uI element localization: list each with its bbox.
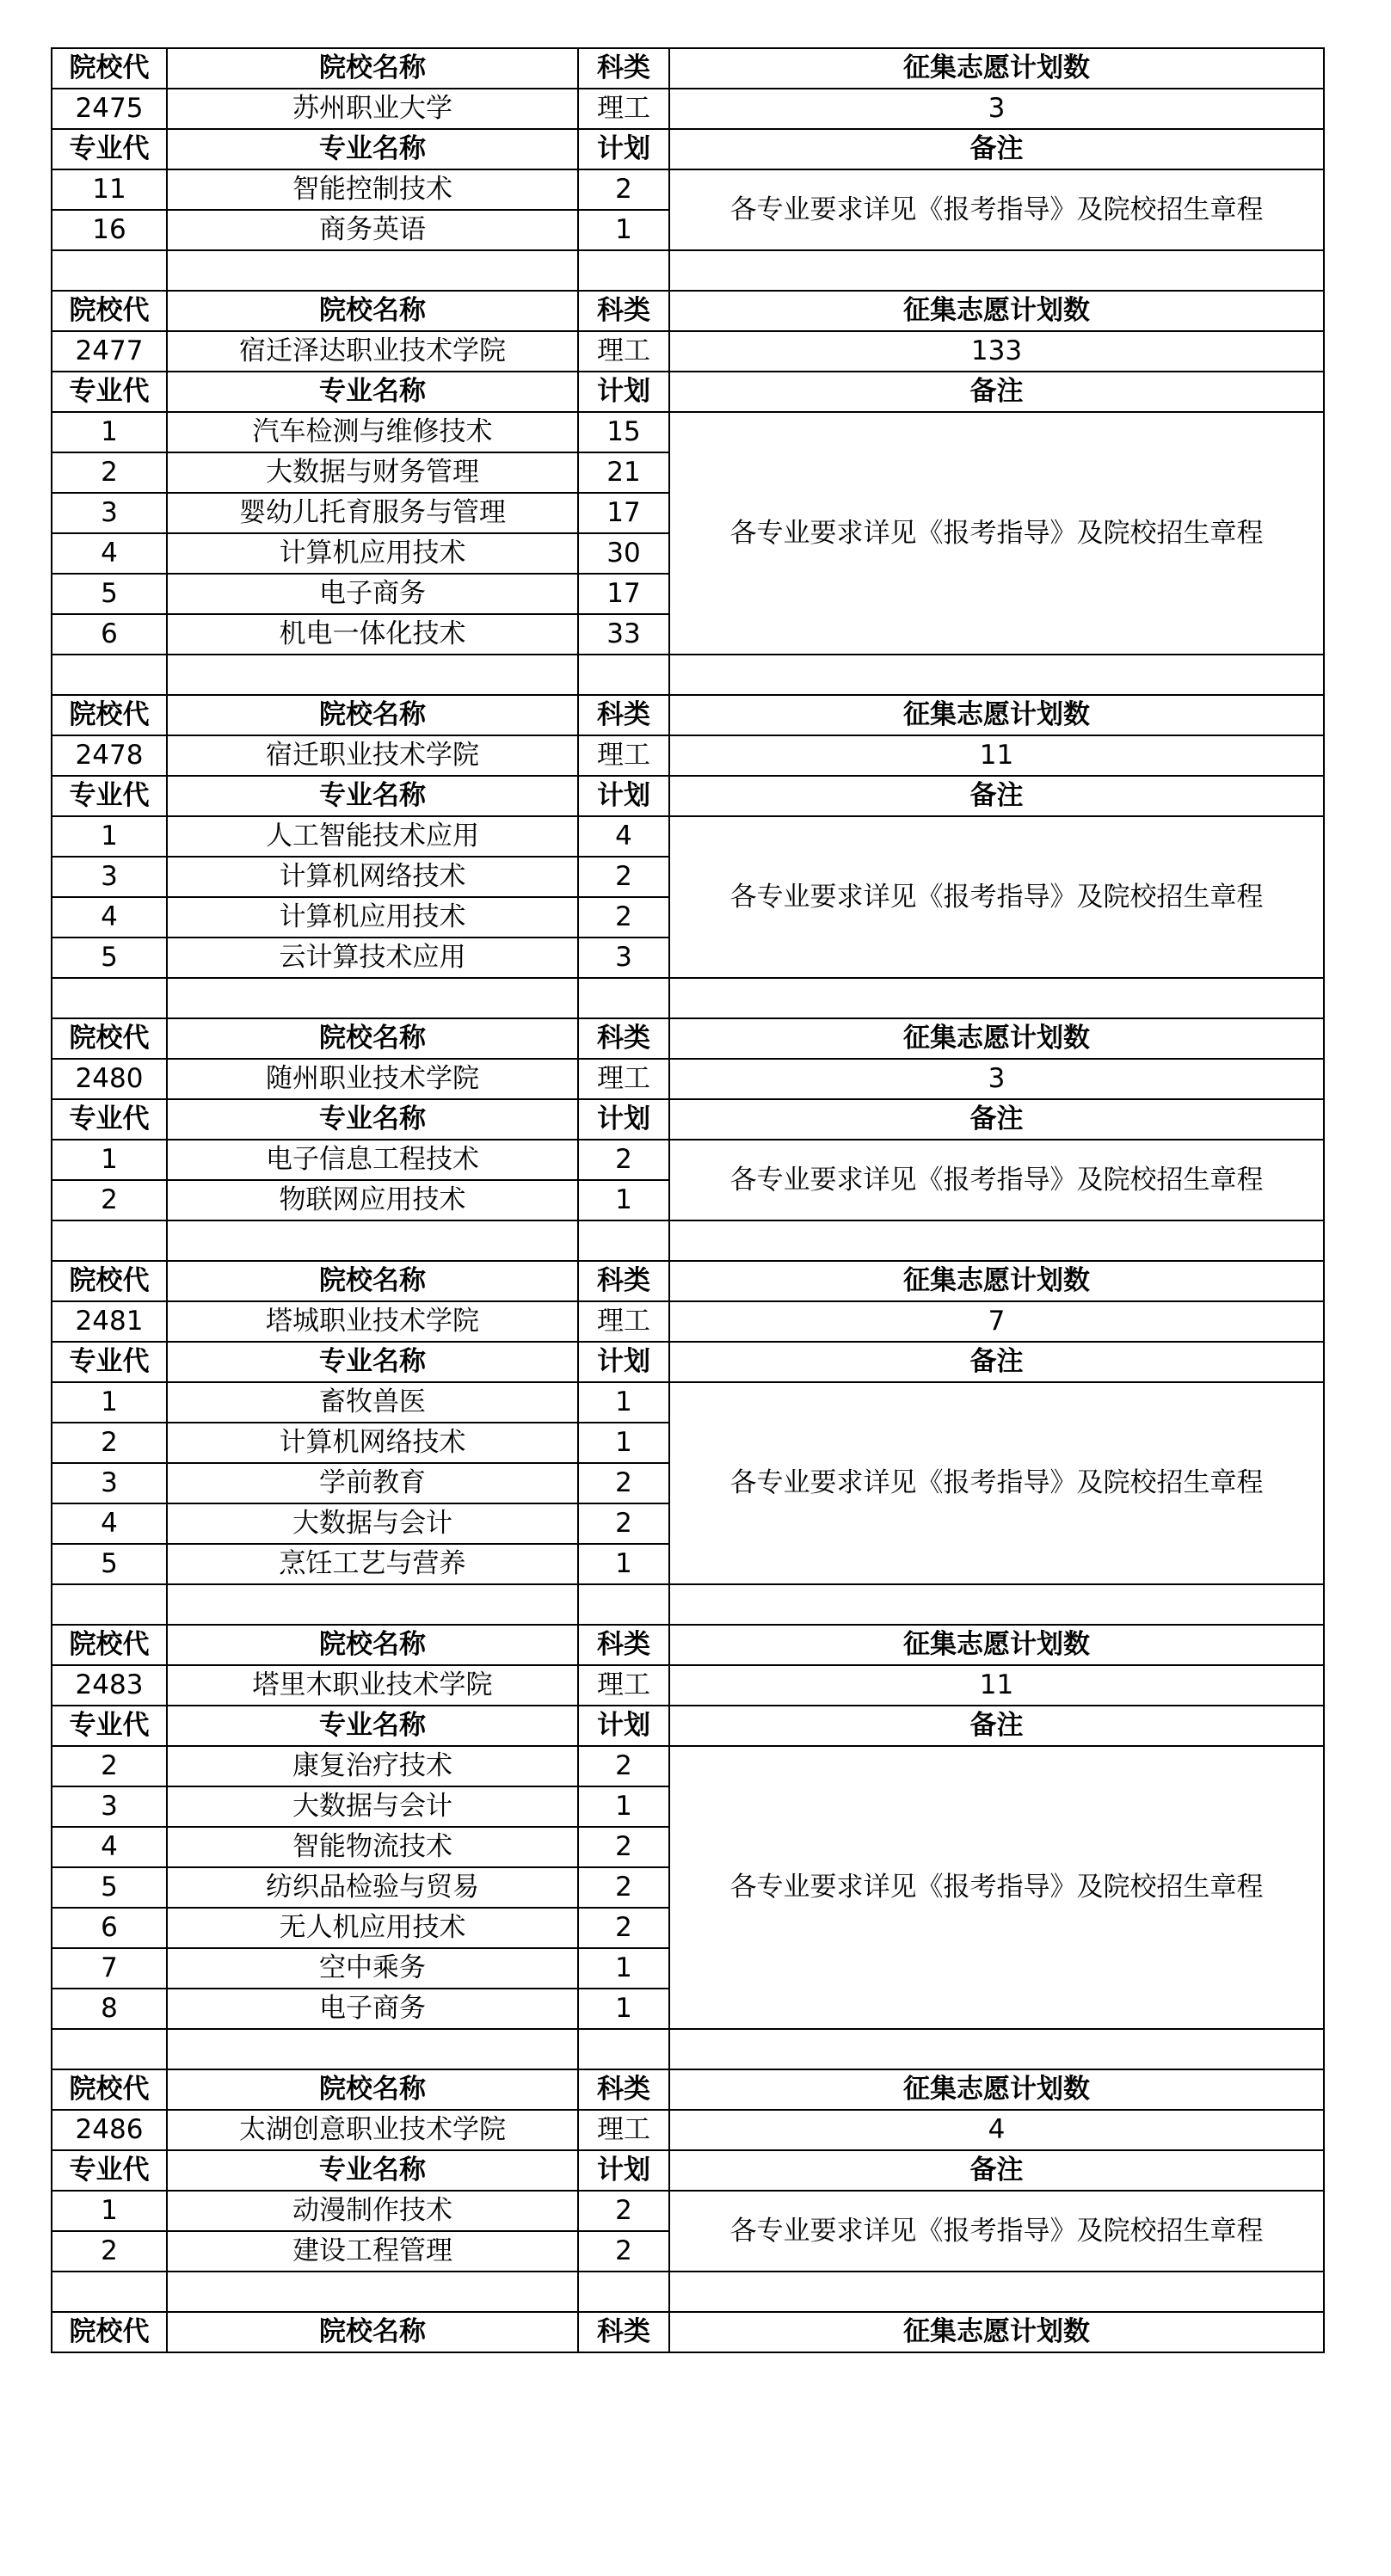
major-plan: 2 xyxy=(578,1140,669,1180)
major-plan: 33 xyxy=(578,614,669,655)
school-code: 2483 xyxy=(52,1665,167,1706)
school-name: 宿迁职业技术学院 xyxy=(167,735,578,776)
major-plan: 2 xyxy=(578,1746,669,1786)
school-plan-total: 7 xyxy=(669,1301,1324,1342)
major-name: 计算机网络技术 xyxy=(167,857,578,897)
school-category: 理工 xyxy=(578,735,669,776)
major-name: 大数据与会计 xyxy=(167,1503,578,1544)
school-code-header: 院校代 xyxy=(52,1625,167,1665)
remark-cell: 各专业要求详见《报考指导》及院校招生章程 xyxy=(669,169,1324,250)
major-code: 1 xyxy=(52,2191,167,2231)
school-code-header: 院校代 xyxy=(52,2069,167,2110)
remark-header: 备注 xyxy=(669,1099,1324,1140)
remark-header: 备注 xyxy=(669,1706,1324,1746)
major-plan: 2 xyxy=(578,1908,669,1948)
major-plan: 21 xyxy=(578,452,669,493)
major-plan: 2 xyxy=(578,2191,669,2231)
major-code-header: 专业代 xyxy=(52,1706,167,1746)
plan-header: 计划 xyxy=(578,1342,669,1382)
major-code: 1 xyxy=(52,1140,167,1180)
school-row xyxy=(52,89,1324,129)
major-name: 畜牧兽医 xyxy=(167,1382,578,1423)
major-plan: 3 xyxy=(578,938,669,978)
empty-cell xyxy=(52,1220,167,1261)
school-category: 理工 xyxy=(578,1301,669,1342)
major-code: 1 xyxy=(52,412,167,452)
school-name: 塔里木职业技术学院 xyxy=(167,1665,578,1706)
major-plan: 1 xyxy=(578,1180,669,1220)
major-code-header: 专业代 xyxy=(52,1342,167,1382)
empty-cell xyxy=(669,655,1324,695)
major-name: 物联网应用技术 xyxy=(167,1180,578,1220)
plan-total-header: 征集志愿计划数 xyxy=(669,2312,1324,2352)
major-code: 4 xyxy=(52,897,167,938)
major-plan: 2 xyxy=(578,1463,669,1503)
school-code-header: 院校代 xyxy=(52,48,167,89)
major-name: 智能控制技术 xyxy=(167,169,578,210)
major-name: 大数据与会计 xyxy=(167,1786,578,1827)
remark-header: 备注 xyxy=(669,2150,1324,2191)
empty-cell xyxy=(167,655,578,695)
plan-total-header: 征集志愿计划数 xyxy=(669,291,1324,331)
school-code-header: 院校代 xyxy=(52,291,167,331)
major-row xyxy=(52,2191,1324,2231)
major-plan: 2 xyxy=(578,1827,669,1867)
major-plan: 1 xyxy=(578,210,669,250)
category-header: 科类 xyxy=(578,1261,669,1301)
major-code: 6 xyxy=(52,614,167,655)
major-row xyxy=(52,1746,1324,1786)
major-name: 人工智能技术应用 xyxy=(167,816,578,857)
major-code: 5 xyxy=(52,1867,167,1908)
school-plan-total: 11 xyxy=(669,735,1324,776)
major-name-header: 专业名称 xyxy=(167,2150,578,2191)
major-name: 汽车检测与维修技术 xyxy=(167,412,578,452)
empty-cell xyxy=(167,2272,578,2312)
major-header-row xyxy=(52,1706,1324,1746)
major-plan: 2 xyxy=(578,2231,669,2272)
school-row xyxy=(52,1665,1324,1706)
empty-cell xyxy=(167,1584,578,1625)
major-header-row xyxy=(52,372,1324,412)
school-category: 理工 xyxy=(578,331,669,372)
school-name-header: 院校名称 xyxy=(167,1261,578,1301)
school-code-header: 院校代 xyxy=(52,1261,167,1301)
category-header: 科类 xyxy=(578,2312,669,2352)
remark-header: 备注 xyxy=(669,372,1324,412)
remark-header: 备注 xyxy=(669,1342,1324,1382)
major-name: 学前教育 xyxy=(167,1463,578,1503)
category-header: 科类 xyxy=(578,48,669,89)
school-plan-total: 11 xyxy=(669,1665,1324,1706)
major-name: 烹饪工艺与营养 xyxy=(167,1544,578,1584)
major-code: 5 xyxy=(52,938,167,978)
empty-cell xyxy=(52,655,167,695)
school-code: 2481 xyxy=(52,1301,167,1342)
school-plan-total: 3 xyxy=(669,1059,1324,1099)
major-code: 5 xyxy=(52,574,167,614)
empty-cell xyxy=(669,1584,1324,1625)
school-header-row xyxy=(52,48,1324,89)
category-header: 科类 xyxy=(578,291,669,331)
major-plan: 1 xyxy=(578,1786,669,1827)
school-category: 理工 xyxy=(578,89,669,129)
major-code-header: 专业代 xyxy=(52,776,167,816)
school-header-row xyxy=(52,2312,1324,2352)
major-name: 建设工程管理 xyxy=(167,2231,578,2272)
major-code: 7 xyxy=(52,1948,167,1989)
school-header-row xyxy=(52,1018,1324,1059)
school-name-header: 院校名称 xyxy=(167,695,578,735)
empty-cell xyxy=(167,250,578,291)
major-code: 4 xyxy=(52,1503,167,1544)
major-row xyxy=(52,816,1324,857)
major-name: 电子信息工程技术 xyxy=(167,1140,578,1180)
major-row xyxy=(52,1382,1324,1423)
school-code: 2486 xyxy=(52,2110,167,2150)
major-header-row xyxy=(52,1099,1324,1140)
empty-cell xyxy=(669,2272,1324,2312)
major-plan: 15 xyxy=(578,412,669,452)
major-code: 4 xyxy=(52,1827,167,1867)
major-name: 婴幼儿托育服务与管理 xyxy=(167,493,578,533)
school-code: 2475 xyxy=(52,89,167,129)
major-code-header: 专业代 xyxy=(52,129,167,169)
school-name-header: 院校名称 xyxy=(167,291,578,331)
major-code: 2 xyxy=(52,1180,167,1220)
category-header: 科类 xyxy=(578,1018,669,1059)
major-code: 2 xyxy=(52,452,167,493)
category-header: 科类 xyxy=(578,1625,669,1665)
school-code-header: 院校代 xyxy=(52,695,167,735)
major-code: 6 xyxy=(52,1908,167,1948)
plan-total-header: 征集志愿计划数 xyxy=(669,48,1324,89)
school-plan-total: 4 xyxy=(669,2110,1324,2150)
major-code: 3 xyxy=(52,493,167,533)
empty-cell xyxy=(578,2272,669,2312)
major-name: 计算机应用技术 xyxy=(167,897,578,938)
major-plan: 1 xyxy=(578,1948,669,1989)
major-header-row xyxy=(52,1342,1324,1382)
school-plan-total: 3 xyxy=(669,89,1324,129)
school-code: 2478 xyxy=(52,735,167,776)
major-header-row xyxy=(52,2150,1324,2191)
major-plan: 4 xyxy=(578,816,669,857)
major-name: 无人机应用技术 xyxy=(167,1908,578,1948)
major-name-header: 专业名称 xyxy=(167,1099,578,1140)
major-plan: 2 xyxy=(578,1503,669,1544)
empty-cell xyxy=(167,978,578,1018)
major-row xyxy=(52,412,1324,452)
school-name-header: 院校名称 xyxy=(167,2069,578,2110)
major-name: 机电一体化技术 xyxy=(167,614,578,655)
school-category: 理工 xyxy=(578,1059,669,1099)
major-code: 16 xyxy=(52,210,167,250)
separator-row xyxy=(52,1584,1324,1625)
school-name: 太湖创意职业技术学院 xyxy=(167,2110,578,2150)
major-plan: 2 xyxy=(578,857,669,897)
major-row xyxy=(52,1140,1324,1180)
remark-cell: 各专业要求详见《报考指导》及院校招生章程 xyxy=(669,1746,1324,2029)
empty-cell xyxy=(669,250,1324,291)
major-code: 3 xyxy=(52,1463,167,1503)
plan-header: 计划 xyxy=(578,776,669,816)
major-name: 计算机网络技术 xyxy=(167,1423,578,1463)
school-row xyxy=(52,1301,1324,1342)
major-name: 电子商务 xyxy=(167,1989,578,2029)
school-header-row xyxy=(52,291,1324,331)
major-name: 智能物流技术 xyxy=(167,1827,578,1867)
category-header: 科类 xyxy=(578,2069,669,2110)
empty-cell xyxy=(578,250,669,291)
major-code-header: 专业代 xyxy=(52,1099,167,1140)
school-name-header: 院校名称 xyxy=(167,48,578,89)
separator-row xyxy=(52,978,1324,1018)
school-code-header: 院校代 xyxy=(52,1018,167,1059)
school-name: 苏州职业大学 xyxy=(167,89,578,129)
school-header-row xyxy=(52,695,1324,735)
enrollment-table xyxy=(51,47,1325,2353)
plan-total-header: 征集志愿计划数 xyxy=(669,1625,1324,1665)
remark-cell: 各专业要求详见《报考指导》及院校招生章程 xyxy=(669,412,1324,655)
plan-header: 计划 xyxy=(578,372,669,412)
school-header-row xyxy=(52,1261,1324,1301)
separator-row xyxy=(52,2272,1324,2312)
plan-header: 计划 xyxy=(578,1706,669,1746)
major-code-header: 专业代 xyxy=(52,372,167,412)
major-code: 2 xyxy=(52,1423,167,1463)
separator-row xyxy=(52,250,1324,291)
major-name: 电子商务 xyxy=(167,574,578,614)
empty-cell xyxy=(578,1220,669,1261)
major-header-row xyxy=(52,129,1324,169)
empty-cell xyxy=(578,655,669,695)
empty-cell xyxy=(167,1220,578,1261)
major-code: 4 xyxy=(52,533,167,574)
major-name-header: 专业名称 xyxy=(167,1342,578,1382)
major-plan: 17 xyxy=(578,574,669,614)
school-name-header: 院校名称 xyxy=(167,1018,578,1059)
major-code-header: 专业代 xyxy=(52,2150,167,2191)
remark-header: 备注 xyxy=(669,776,1324,816)
major-name: 商务英语 xyxy=(167,210,578,250)
remark-cell: 各专业要求详见《报考指导》及院校招生章程 xyxy=(669,1140,1324,1220)
major-code: 2 xyxy=(52,2231,167,2272)
remark-cell: 各专业要求详见《报考指导》及院校招生章程 xyxy=(669,2191,1324,2272)
major-name: 康复治疗技术 xyxy=(167,1746,578,1786)
school-row xyxy=(52,1059,1324,1099)
plan-header: 计划 xyxy=(578,129,669,169)
remark-header: 备注 xyxy=(669,129,1324,169)
school-row xyxy=(52,331,1324,372)
school-category: 理工 xyxy=(578,1665,669,1706)
major-code: 11 xyxy=(52,169,167,210)
empty-cell xyxy=(52,978,167,1018)
plan-header: 计划 xyxy=(578,2150,669,2191)
major-plan: 2 xyxy=(578,1867,669,1908)
major-name: 云计算技术应用 xyxy=(167,938,578,978)
major-row xyxy=(52,169,1324,210)
school-name-header: 院校名称 xyxy=(167,1625,578,1665)
major-code: 3 xyxy=(52,857,167,897)
separator-row xyxy=(52,655,1324,695)
major-plan: 2 xyxy=(578,897,669,938)
school-category: 理工 xyxy=(578,2110,669,2150)
major-name: 纺织品检验与贸易 xyxy=(167,1867,578,1908)
major-name-header: 专业名称 xyxy=(167,129,578,169)
major-code: 8 xyxy=(52,1989,167,2029)
major-code: 3 xyxy=(52,1786,167,1827)
school-code: 2480 xyxy=(52,1059,167,1099)
plan-total-header: 征集志愿计划数 xyxy=(669,1018,1324,1059)
major-name: 计算机应用技术 xyxy=(167,533,578,574)
empty-cell xyxy=(669,2029,1324,2069)
empty-cell xyxy=(52,250,167,291)
plan-header: 计划 xyxy=(578,1099,669,1140)
major-name-header: 专业名称 xyxy=(167,1706,578,1746)
school-row xyxy=(52,2110,1324,2150)
separator-row xyxy=(52,2029,1324,2069)
major-code: 2 xyxy=(52,1746,167,1786)
school-code-header: 院校代 xyxy=(52,2312,167,2352)
major-name: 动漫制作技术 xyxy=(167,2191,578,2231)
major-name-header: 专业名称 xyxy=(167,372,578,412)
school-name: 宿迁泽达职业技术学院 xyxy=(167,331,578,372)
school-name: 随州职业技术学院 xyxy=(167,1059,578,1099)
remark-cell: 各专业要求详见《报考指导》及院校招生章程 xyxy=(669,1382,1324,1584)
empty-cell xyxy=(669,978,1324,1018)
major-plan: 1 xyxy=(578,1544,669,1584)
school-code: 2477 xyxy=(52,331,167,372)
major-name-header: 专业名称 xyxy=(167,776,578,816)
major-plan: 30 xyxy=(578,533,669,574)
major-plan: 1 xyxy=(578,1382,669,1423)
major-header-row xyxy=(52,776,1324,816)
empty-cell xyxy=(578,2029,669,2069)
plan-total-header: 征集志愿计划数 xyxy=(669,2069,1324,2110)
empty-cell xyxy=(167,2029,578,2069)
empty-cell xyxy=(578,1584,669,1625)
school-header-row xyxy=(52,1625,1324,1665)
major-code: 5 xyxy=(52,1544,167,1584)
major-plan: 17 xyxy=(578,493,669,533)
school-name-header: 院校名称 xyxy=(167,2312,578,2352)
plan-total-header: 征集志愿计划数 xyxy=(669,695,1324,735)
separator-row xyxy=(52,1220,1324,1261)
school-header-row xyxy=(52,2069,1324,2110)
major-code: 1 xyxy=(52,1382,167,1423)
major-plan: 1 xyxy=(578,1989,669,2029)
major-code: 1 xyxy=(52,816,167,857)
plan-total-header: 征集志愿计划数 xyxy=(669,1261,1324,1301)
major-plan: 2 xyxy=(578,169,669,210)
major-name: 大数据与财务管理 xyxy=(167,452,578,493)
empty-cell xyxy=(578,978,669,1018)
school-plan-total: 133 xyxy=(669,331,1324,372)
empty-cell xyxy=(52,2272,167,2312)
major-name: 空中乘务 xyxy=(167,1948,578,1989)
school-row xyxy=(52,735,1324,776)
remark-cell: 各专业要求详见《报考指导》及院校招生章程 xyxy=(669,816,1324,978)
major-plan: 1 xyxy=(578,1423,669,1463)
empty-cell xyxy=(669,1220,1324,1261)
school-name: 塔城职业技术学院 xyxy=(167,1301,578,1342)
empty-cell xyxy=(52,1584,167,1625)
empty-cell xyxy=(52,2029,167,2069)
category-header: 科类 xyxy=(578,695,669,735)
